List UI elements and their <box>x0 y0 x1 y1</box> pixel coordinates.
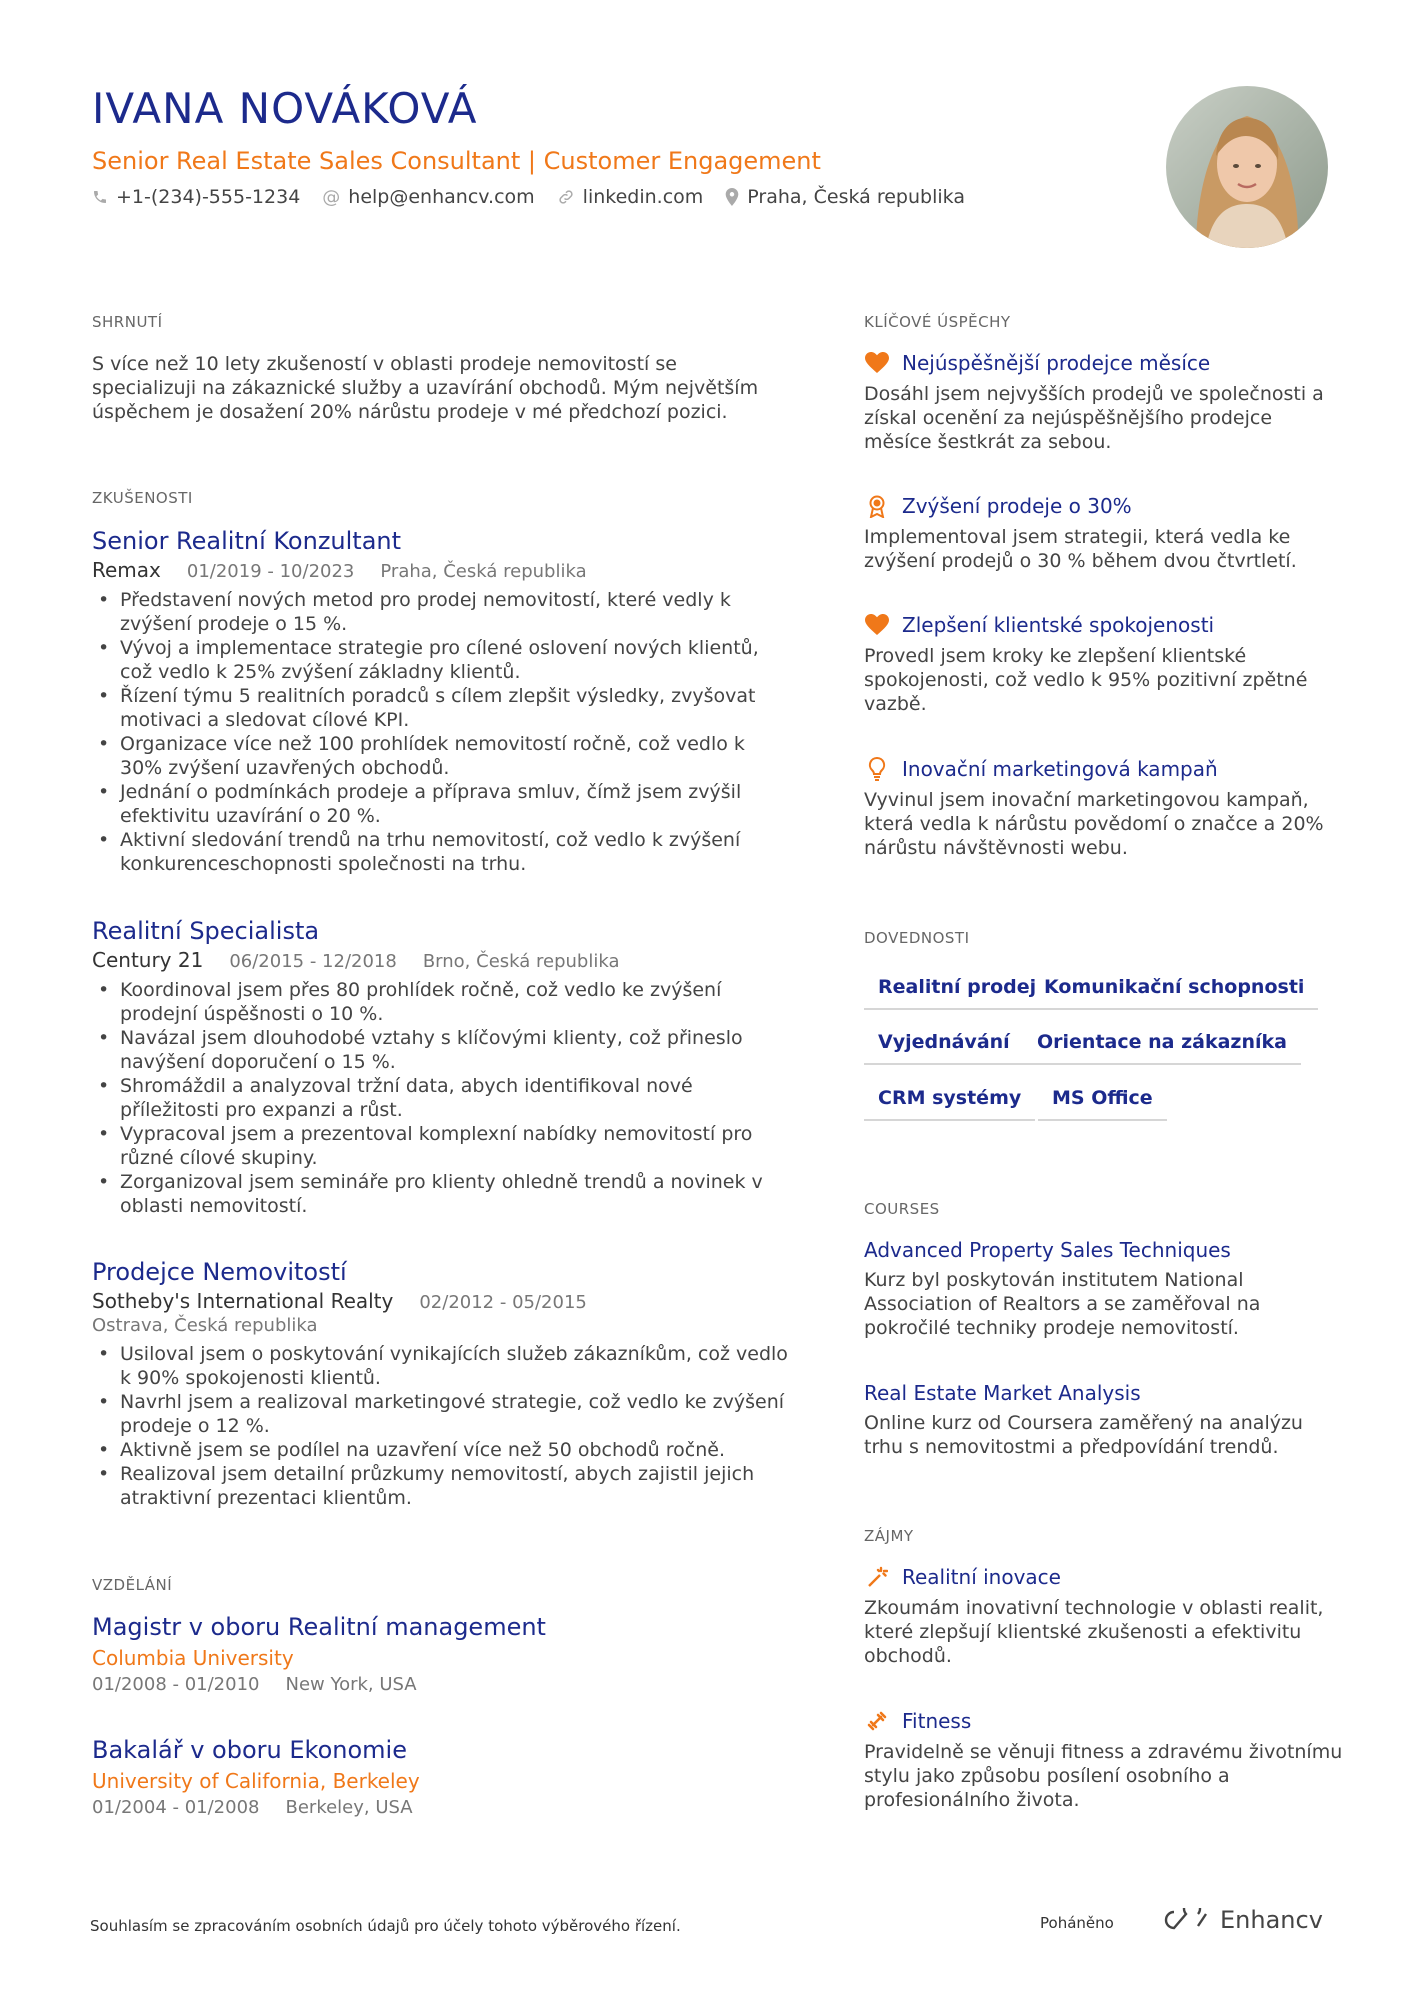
job-bullets <box>92 1342 792 1510</box>
phone-text: +1-(234)-555-1234 <box>116 186 301 208</box>
contact-email[interactable] <box>322 186 534 208</box>
email-text: help@enhancv.com <box>348 186 535 208</box>
job-company: Remax <box>92 558 161 582</box>
consent-text: Souhlasím se zpracováním osobních údajů pro účely tohoto výběrového řízení. <box>90 1917 681 1935</box>
lightbulb-icon <box>864 756 890 782</box>
course-desc: Online kurz od Coursera zaměřený na analýzu trhu s nemovitostmi a předpovídání trendů. <box>864 1412 1303 1458</box>
edu-degree: Bakalář v oboru Ekonomie <box>92 1736 407 1764</box>
edu-location: New York, USA <box>285 1674 417 1695</box>
job-company: Sotheby's International Realty <box>92 1289 394 1313</box>
linkedin-text: linkedin.com <box>582 186 704 208</box>
skill-tag: Realitní prodej <box>864 976 1050 1010</box>
achievement-header <box>864 612 1344 638</box>
interest-title: Realitní inovace <box>902 1565 1061 1589</box>
summary-section-title: SHRNUTÍ <box>92 313 163 331</box>
edu-degree: Magistr v oboru Realitní management <box>92 1613 546 1641</box>
skill-tag: MS Office <box>1038 1087 1167 1121</box>
job-bullet: • Aktivní sledování trendů na trhu nemovitostí, což vedlo k zvýšení konkurenceschopnosti společnosti na trhu. <box>92 828 792 876</box>
achievement-desc: Dosáhl jsem nejvyšších prodejů ve společnosti a získal ocenění za nejúspěšnějšího prodejce měsíce šestkrát za sebou. <box>864 383 1324 453</box>
achievement-header <box>864 493 1344 519</box>
job-meta <box>92 1289 792 1313</box>
experience-entry <box>92 1257 792 1510</box>
powered-by-label: Poháněno <box>1040 1914 1114 1932</box>
heart-icon <box>864 612 890 638</box>
edu-meta <box>92 1674 792 1695</box>
job-bullet: • Realizoval jsem detailní průzkumy nemovitostí, abych zajistil jejich atraktivní prezentaci klientům. <box>92 1462 792 1510</box>
edu-dates: 01/2008 - 01/2010 <box>92 1674 260 1695</box>
achievement-title: Zlepšení klientské spokojenosti <box>902 613 1215 637</box>
interest-desc: Zkoumám inovativní technologie v oblasti realit, které zlepšují klientské zkušenosti a efektivitu obchodů. <box>864 1597 1324 1667</box>
job-location: Ostrava, Česká republika <box>92 1315 318 1336</box>
course-item <box>864 1381 1344 1459</box>
achievement-item <box>864 493 1344 573</box>
job-bullet: • Usiloval jsem o poskytování vynikajících služeb zákazníkům, což vedlo k 90% spokojenosti klientů. <box>92 1342 792 1390</box>
achievements-section-title: KLÍČOVÉ ÚSPĚCHY <box>864 313 1011 331</box>
location-pin-icon <box>725 188 739 206</box>
job-company: Century 21 <box>92 948 204 972</box>
contact-phone <box>92 186 300 208</box>
edu-location: Berkeley, USA <box>285 1797 413 1818</box>
profile-photo <box>1166 86 1328 248</box>
job-bullet: • Řízení týmu 5 realitních poradců s cílem zlepšit výsledky, zvyšovat motivaci a sledovat cílové KPI. <box>92 684 792 732</box>
course-title: Advanced Property Sales Techniques <box>864 1238 1231 1262</box>
skill-tag: CRM systémy <box>864 1087 1035 1121</box>
interest-header <box>864 1564 1344 1590</box>
job-bullet: • Organizace více než 100 prohlídek nemovitostí ročně, což vedlo k 30% zvýšení uzavřených obchodů. <box>92 732 792 780</box>
job-meta <box>92 948 792 972</box>
achievement-header <box>864 350 1344 376</box>
achievement-title: Nejúspěšnější prodejce měsíce <box>902 351 1211 375</box>
enhancv-logo <box>1162 1906 1323 1934</box>
award-icon <box>864 493 890 519</box>
candidate-headline: Senior Real Estate Sales Consultant | Customer Engagement <box>92 147 821 175</box>
job-bullet: • Shromáždil a analyzoval tržní data, abych identifikoval nové příležitosti pro expanzi a růst. <box>92 1074 792 1122</box>
phone-icon <box>92 189 108 205</box>
achievement-item <box>864 612 1344 716</box>
achievement-item <box>864 756 1344 860</box>
job-dates: 02/2012 - 05/2015 <box>419 1292 587 1313</box>
job-bullet: • Zorganizoval jsem semináře pro klienty ohledně trendů a novinek v oblasti nemovitostí. <box>92 1170 792 1218</box>
heart-icon <box>864 350 890 376</box>
interest-item <box>864 1564 1344 1668</box>
interests-section-title: ZÁJMY <box>864 1527 914 1545</box>
interest-title: Fitness <box>902 1709 972 1733</box>
experience-section-title: ZKUŠENOSTI <box>92 489 193 507</box>
interest-header <box>864 1708 1344 1734</box>
skill-tag: Komunikační schopnosti <box>1030 976 1318 1010</box>
edu-school: University of California, Berkeley <box>92 1769 420 1793</box>
job-bullets <box>92 978 792 1218</box>
job-role: Prodejce Nemovitostí <box>92 1258 347 1286</box>
job-location: Brno, Česká republika <box>422 951 620 972</box>
edu-meta <box>92 1797 792 1818</box>
edu-dates: 01/2004 - 01/2008 <box>92 1797 260 1818</box>
job-bullet: • Představení nových metod pro prodej nemovitostí, které vedly k zvýšení prodeje o 15 %. <box>92 588 792 636</box>
job-role: Realitní Specialista <box>92 917 320 945</box>
interest-desc: Pravidelně se věnuji fitness a zdravému životnímu stylu jako způsobu posílení osobního a profesionálního života. <box>864 1741 1343 1811</box>
job-dates: 01/2019 - 10/2023 <box>186 561 355 582</box>
skill-tag: Vyjednávání <box>864 1031 1024 1065</box>
achievement-title: Zvýšení prodeje o 30% <box>902 494 1132 518</box>
job-bullet: • Vývoj a implementace strategie pro cílené oslovení nových klientů, což vedlo k 25% zvýšení základny klientů. <box>92 636 792 684</box>
interest-item <box>864 1708 1344 1812</box>
job-bullet: • Aktivně jsem se podílel na uzavření více než 50 obchodů ročně. <box>92 1438 792 1462</box>
enhancv-logo-icon <box>1162 1908 1210 1932</box>
achievement-desc: Provedl jsem kroky ke zlepšení klientské spokojenosti, což vedlo k 95% pozitivní zpětné vazbě. <box>864 645 1308 715</box>
job-dates: 06/2015 - 12/2018 <box>229 951 397 972</box>
experience-entry <box>92 916 792 1218</box>
job-location: Praha, Česká republika <box>380 561 587 582</box>
contact-location <box>725 186 965 208</box>
courses-section-title: COURSES <box>864 1200 940 1218</box>
achievement-desc: Vyvinul jsem inovační marketingovou kampaň, která vedla k nárůstu povědomí o značce a 20% nárůstu návštěvnosti webu. <box>864 789 1324 859</box>
candidate-name: IVANA NOVÁKOVÁ <box>92 84 478 133</box>
enhancv-brand-text: Enhancv <box>1220 1906 1323 1934</box>
dumbbell-icon <box>864 1708 890 1734</box>
achievement-item <box>864 350 1344 454</box>
job-bullet: • Jednání o podmínkách prodeje a příprava smluv, čímž jsem zvýšil efektivitu uzavírání o 20 %. <box>92 780 792 828</box>
contact-linkedin[interactable] <box>557 186 704 208</box>
edu-school: Columbia University <box>92 1646 294 1670</box>
achievement-title: Inovační marketingová kampaň <box>902 757 1218 781</box>
experience-entry <box>92 526 792 876</box>
achievement-header <box>864 756 1344 782</box>
education-section-title: VZDĚLÁNÍ <box>92 1576 173 1594</box>
course-title: Real Estate Market Analysis <box>864 1381 1141 1405</box>
course-desc: Kurz byl poskytován institutem National Association of Realtors a se zaměřoval na pokročilé techniky prodeje nemovitostí. <box>864 1269 1261 1339</box>
education-entry <box>92 1735 792 1818</box>
job-bullet: • Koordinoval jsem přes 80 prohlídek ročně, což vedlo ke zvýšení prodejní úspěšnosti o 10 %. <box>92 978 792 1026</box>
job-bullets <box>92 588 792 876</box>
job-bullet: • Navrhl jsem a realizoval marketingové strategie, což vedlo ke zvýšení prodeje o 12 %. <box>92 1390 792 1438</box>
link-icon <box>557 188 575 206</box>
skills-section-title: DOVEDNOSTI <box>864 929 970 947</box>
contact-bar <box>92 186 987 208</box>
job-role: Senior Realitní Konzultant <box>92 527 402 555</box>
at-icon: @ <box>322 186 341 208</box>
location-text: Praha, Česká republika <box>747 186 965 208</box>
job-meta <box>92 558 792 582</box>
summary-text: S více než 10 lety zkušeností v oblasti prodeje nemovitostí se specializuji na zákaznické služby a uzavírání obchodů. Mým největším úspěchem je dosažení 20% nárůstu prodeje v mé předchozí pozici. <box>92 353 759 423</box>
job-bullet: • Vypracoval jsem a prezentoval komplexní nabídky nemovitostí pro různé cílové skupiny. <box>92 1122 792 1170</box>
education-entry <box>92 1612 792 1695</box>
course-item <box>864 1238 1344 1340</box>
magic-wand-icon <box>864 1564 890 1590</box>
job-bullet: • Navázal jsem dlouhodobé vztahy s klíčovými klienty, což přineslo navýšení doporučení o 15 %. <box>92 1026 792 1074</box>
achievement-desc: Implementoval jsem strategii, která vedla ke zvýšení prodejů o 30 % během dvou čtvrtletí. <box>864 526 1297 572</box>
skill-tag: Orientace na zákazníka <box>1023 1031 1301 1065</box>
